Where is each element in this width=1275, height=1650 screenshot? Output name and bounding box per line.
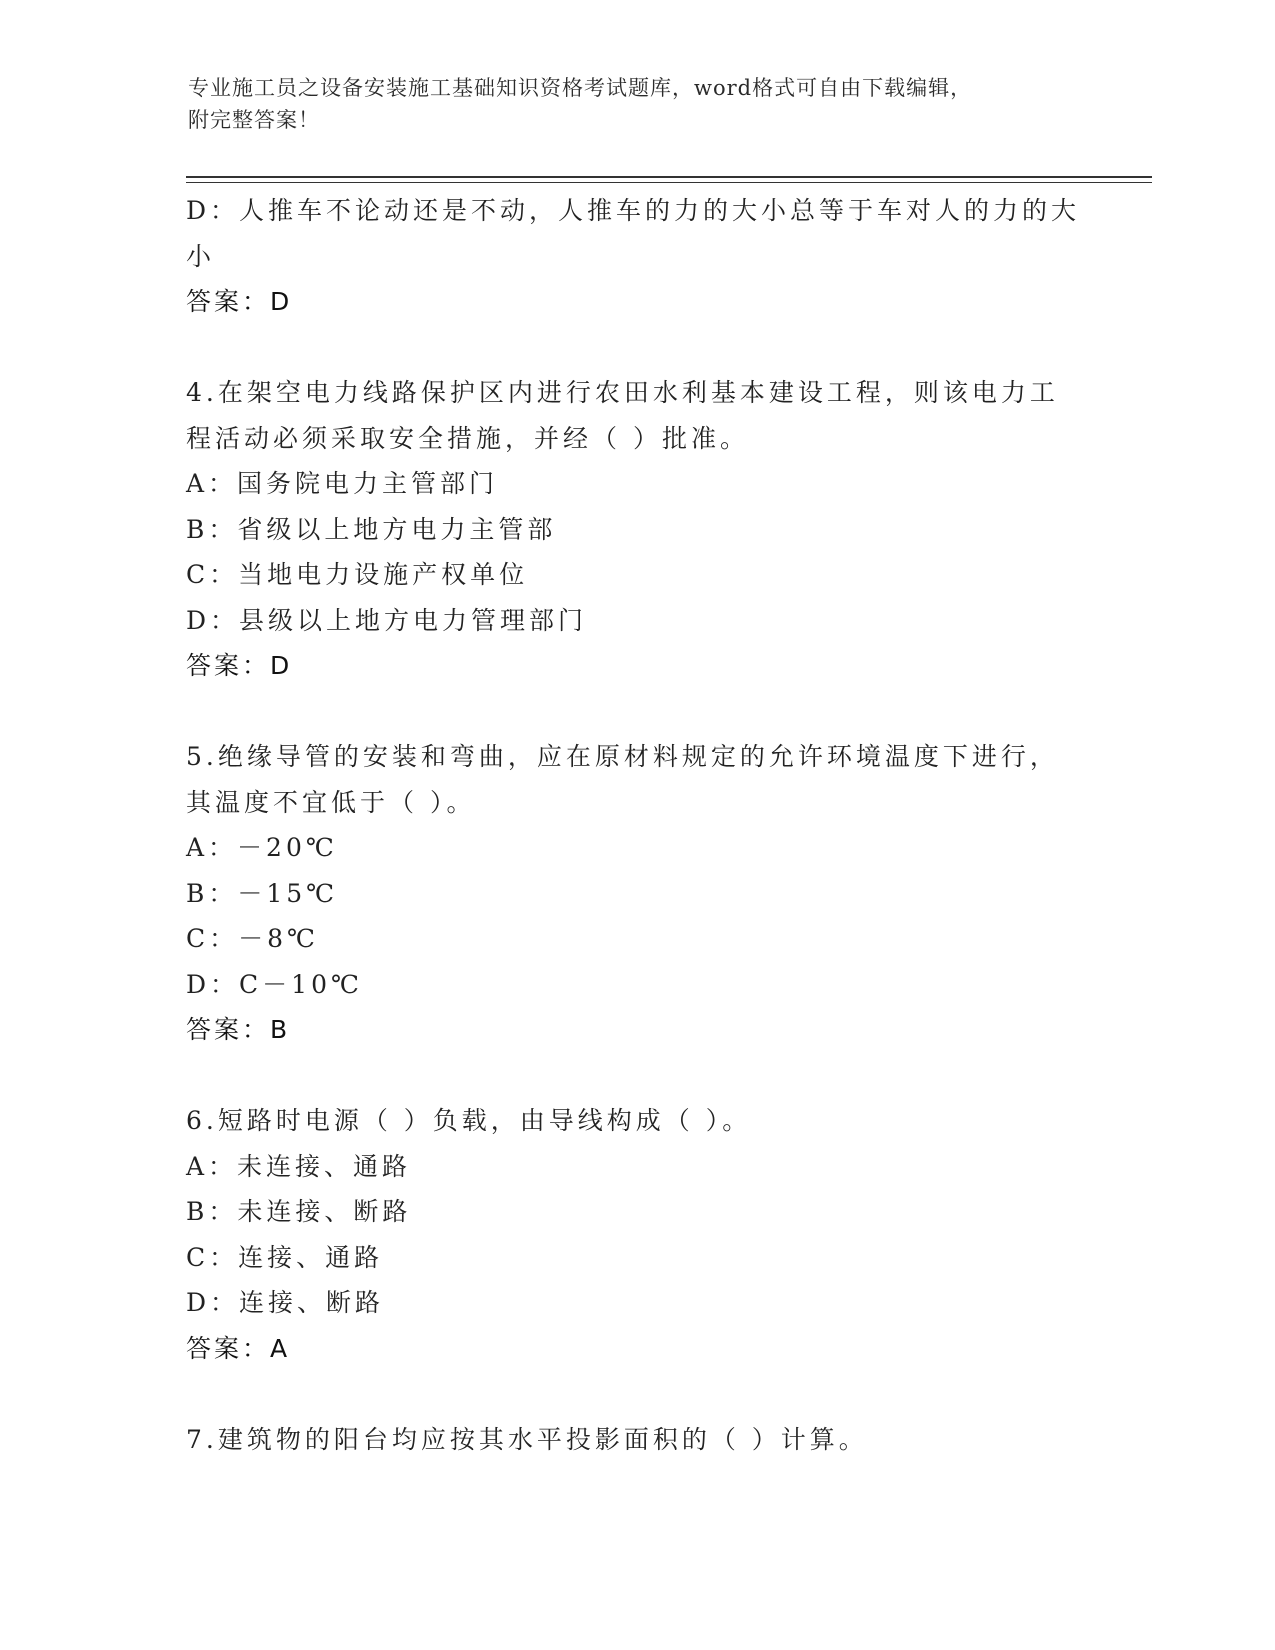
question-4 [186, 370, 1086, 689]
option-d: D：县级以上地方电力管理部门 [186, 605, 588, 635]
option-d: D：人推车不论动还是不动，人推车的力的大小总等于车对人的力的大 [186, 196, 1081, 225]
question-3-tail [186, 188, 1086, 325]
question-stem: 7.建筑物的阳台均应按其水平投影面积的（ ）计算。 [186, 1424, 868, 1454]
option-a: A：国务院电力主管部门 [186, 469, 499, 498]
question-7 [186, 1417, 1086, 1463]
option-d-continued: 小 [186, 241, 216, 271]
header-line-1: 专业施工员之设备安装施工基础知识资格考试题库，word格式可自由下载编辑， [188, 76, 973, 100]
header-divider-thin [186, 182, 1152, 183]
spacer [186, 1053, 1086, 1099]
answer-line: 答案：D [186, 287, 293, 316]
option-d: D：C－10℃ [186, 969, 363, 999]
option-b: B：省级以上地方电力主管部 [186, 514, 557, 544]
question-list [186, 188, 1086, 1462]
option-c: C：－8℃ [186, 924, 320, 953]
option-c: C：当地电力设施产权单位 [186, 560, 529, 589]
header-divider-thick [186, 176, 1152, 178]
question-stem-continued: 程活动必须采取安全措施，并经（ ）批准。 [186, 423, 749, 453]
document-header [188, 72, 1088, 136]
spacer [186, 325, 1086, 371]
header-line-2: 附完整答案！ [188, 108, 320, 132]
spacer [186, 1371, 1086, 1417]
answer-line: 答案：A [186, 1333, 291, 1363]
answer-line: 答案：B [186, 1015, 291, 1044]
option-c: C：连接、通路 [186, 1242, 384, 1272]
question-5 [186, 734, 1086, 1053]
option-a: A：未连接、通路 [186, 1151, 412, 1181]
option-b: B：未连接、断路 [186, 1197, 412, 1226]
question-stem: 5.绝缘导管的安装和弯曲，应在原材料规定的允许环境温度下进行， [186, 742, 1059, 771]
option-b: B：－15℃ [186, 878, 339, 908]
question-6 [186, 1098, 1086, 1371]
answer-line: 答案：D [186, 651, 293, 680]
option-a: A：－20℃ [186, 833, 338, 862]
spacer [186, 689, 1086, 735]
question-stem-continued: 其温度不宜低于（ ）。 [186, 787, 476, 817]
question-stem: 6.短路时电源（ ）负载，由导线构成（ ）。 [186, 1106, 752, 1135]
question-stem: 4.在架空电力线路保护区内进行农田水利基本建设工程，则该电力工 [186, 378, 1059, 407]
option-d: D：连接、断路 [186, 1288, 385, 1317]
